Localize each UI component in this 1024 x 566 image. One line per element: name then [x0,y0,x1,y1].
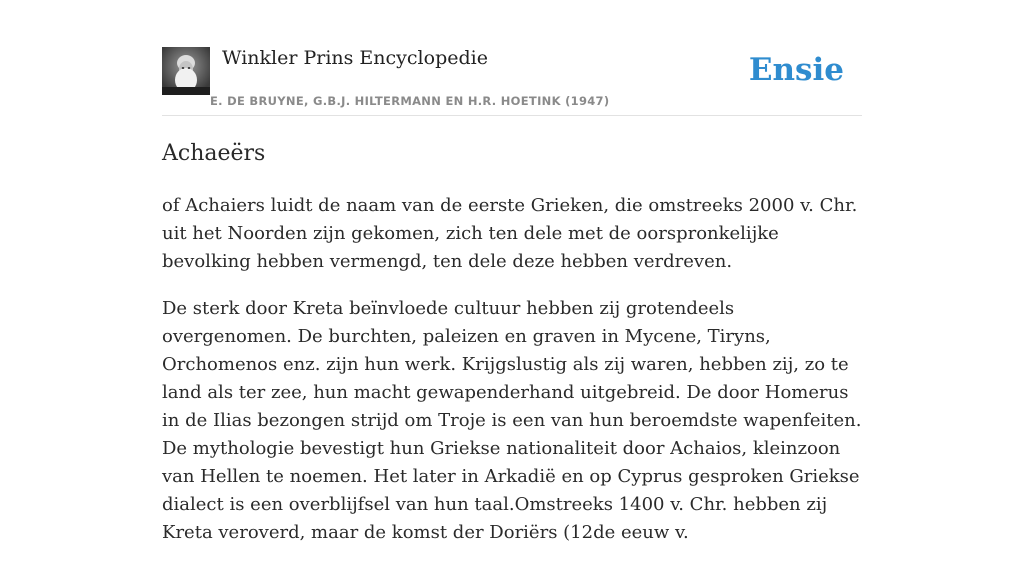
source-authors: E. DE BRUYNE, G.B.J. HILTERMANN EN H.R. HOETINK (1947) [210,94,610,108]
article-body [162,192,862,566]
brand-logo[interactable]: Ensie [748,52,844,88]
article-paragraph: De sterk door Kreta beïnvloede cultuur hebben zij grotendeels overgenomen. De burchten, paleizen en graven in Mycene, Tiryns, Orchomenos enz. zijn hun werk. Krijgslustig als zij waren, hebben zij, zo te land als ter zee, hun macht gewapenderhand uitgebreid. De door Homerus in de Ilias bezongen strijd om Troje is een van hun beroemdste wapenfeiten. De mythologie bevestigt hun Griekse nationaliteit door Achaios, kleinzoon van Hellen te noemen. Het later in Arkadië en op Cyprus gesproken Griekse dialect is een overblijfsel van hun taal.Omstreeks 1400 v. Chr. hebben zij Kreta veroverd, maar de komst der Doriërs (12de eeuw v. [162,298,862,543]
source-header [162,46,862,116]
avatar[interactable] [162,47,210,95]
source-title[interactable]: Winkler Prins Encyclopedie [222,47,488,69]
author-portrait-icon [162,47,210,95]
article-title: Achaeërs [162,141,266,166]
article-paragraph: of Achaiers luidt de naam van de eerste Grieken, die omstreeks 2000 v. Chr. uit het Noorden zijn gekomen, zich ten dele met de oorspronkelijke bevolking hebben vermengd, ten dele deze hebben verdreven. [162,195,858,272]
